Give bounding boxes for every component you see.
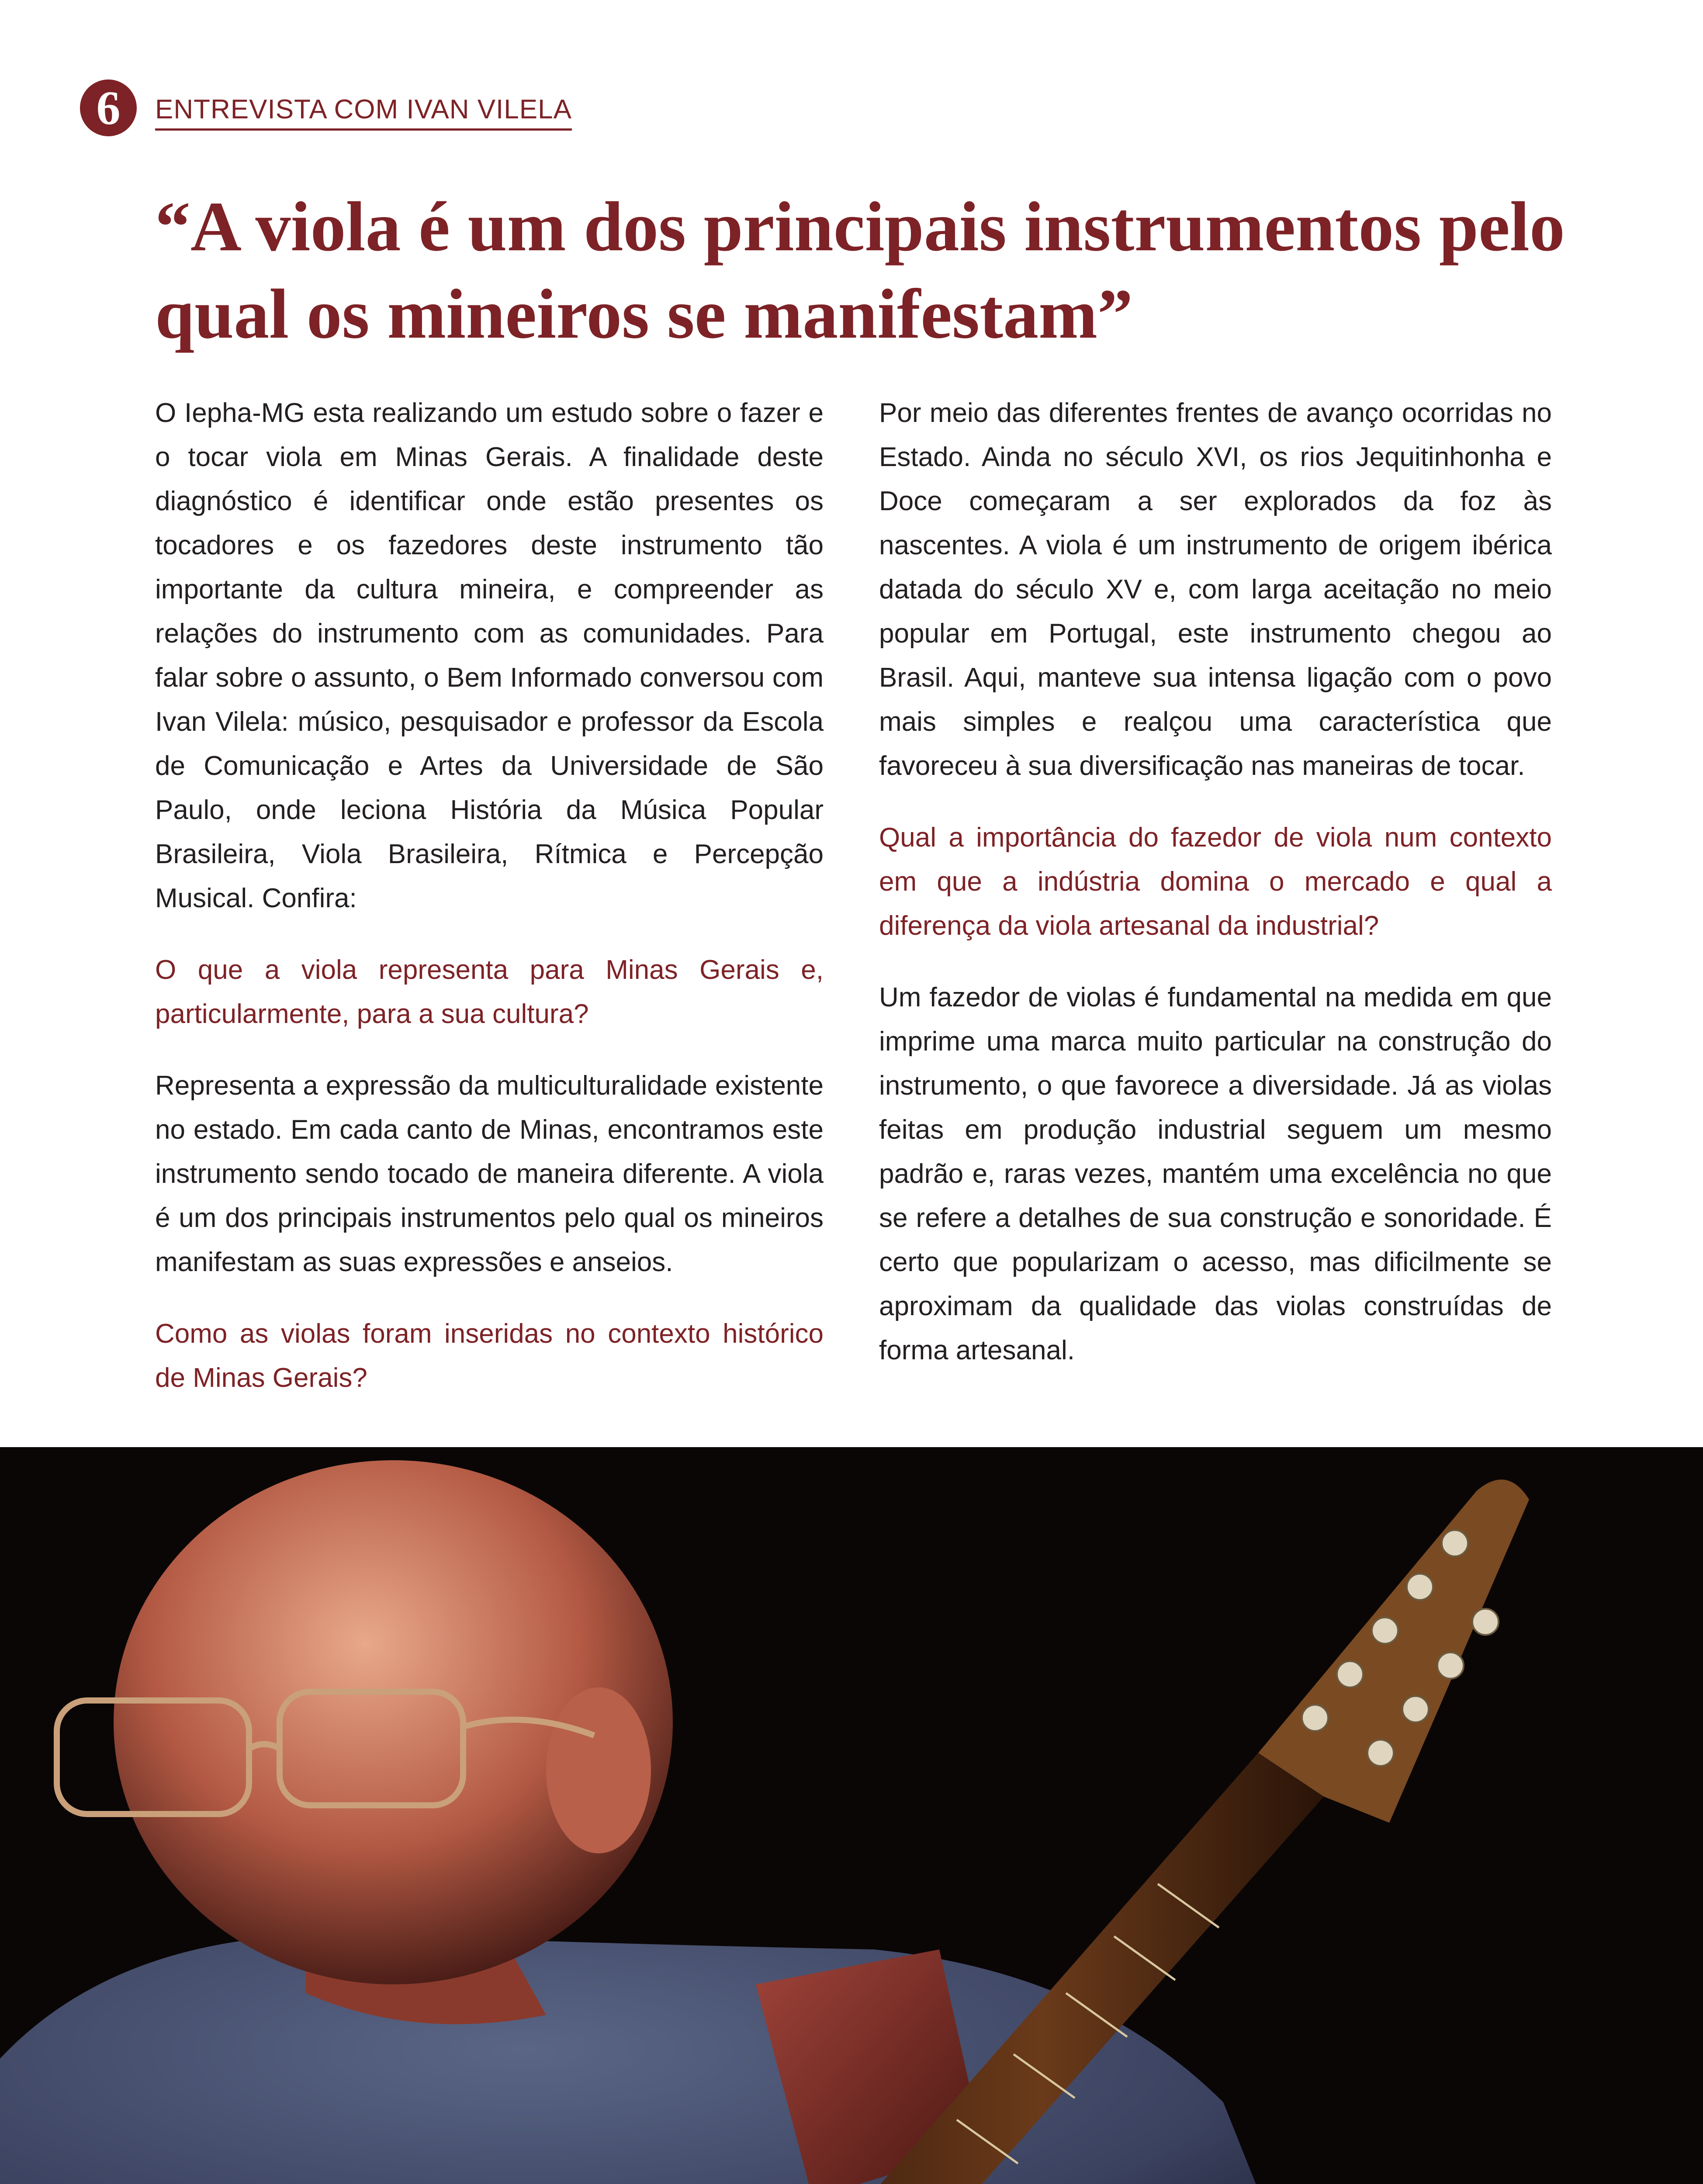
answer-1: Representa a expressão da multiculturalidade existente no estado. Em cada canto de Minas, encontramos este instrumento sendo tocado de maneira diferente. A viola é um dos principais instrumentos pelo qual os mineiros manifestam as suas expressões e anseios. (155, 1071, 824, 1277)
right-column (879, 391, 1552, 1400)
question-3: Qual a importância do fazedor de viola num contexto em que a indústria domina o mercado e qual a diferença da viola artesanal da industrial? (879, 822, 1552, 941)
left-column (155, 391, 824, 1427)
intro-paragraph: O Iepha-MG esta realizando um estudo sobre o fazer e o tocar viola em Minas Gerais. A finalidade deste diagnóstico é identificar onde estão presentes os tocadores e os fazedores deste instrumento tão importante da cultura mineira, e compreender as relações do instrumento com as comunidades. Para falar sobre o assunto, o Bem Informado conversou com Ivan Vilela: músico, pesquisador e professor da Escola de Comunicação e Artes da Universidade de São Paulo, onde leciona História da Música Popular Brasileira, Viola Brasileira, Rítmica e Percepção Musical. Confira: (155, 398, 824, 913)
section-label: ENTREVISTA COM IVAN VILELA (155, 94, 572, 131)
page-number-badge: 6 (80, 79, 137, 136)
article-headline: “A viola é um dos principais instrumentos pelo qual os mineiros se manifestam” (155, 188, 1565, 353)
question-1: O que a viola representa para Minas Gerais e, particularmente, para a sua cultura? (155, 955, 824, 1029)
answer-3: Um fazedor de violas é fundamental na medida em que imprime uma marca muito particular na construção do instrumento, o que favorece a diversidade. Já as violas feitas em produção industrial seguem um mesmo padrão e, raras vezes, mantém uma excelência no que se refere a detalhes de sua construção e sonoridade. É certo que popularizam o acesso, mas dificilmente se aproximam da qualidade das violas construídas de forma artesanal. (879, 982, 1552, 1365)
musician-illustration (0, 1447, 1703, 2184)
answer-2: Por meio das diferentes frentes de avanço ocorridas no Estado. Ainda no século XVI, os rios Jequitinhonha e Doce começaram a ser explorados da foz às nascentes. A viola é um instrumento de origem ibérica datada do século XV e, com larga aceitação no meio popular em Portugal, este instrumento chegou ao Brasil. Aqui, manteve sua intensa ligação com o povo mais simples e realçou uma característica que favoreceu à sua diversificação nas maneiras de tocar. (879, 398, 1552, 781)
musician-photo (0, 1447, 1703, 2184)
question-2: Como as violas foram inseridas no contexto histórico de Minas Gerais? (155, 1319, 824, 1393)
